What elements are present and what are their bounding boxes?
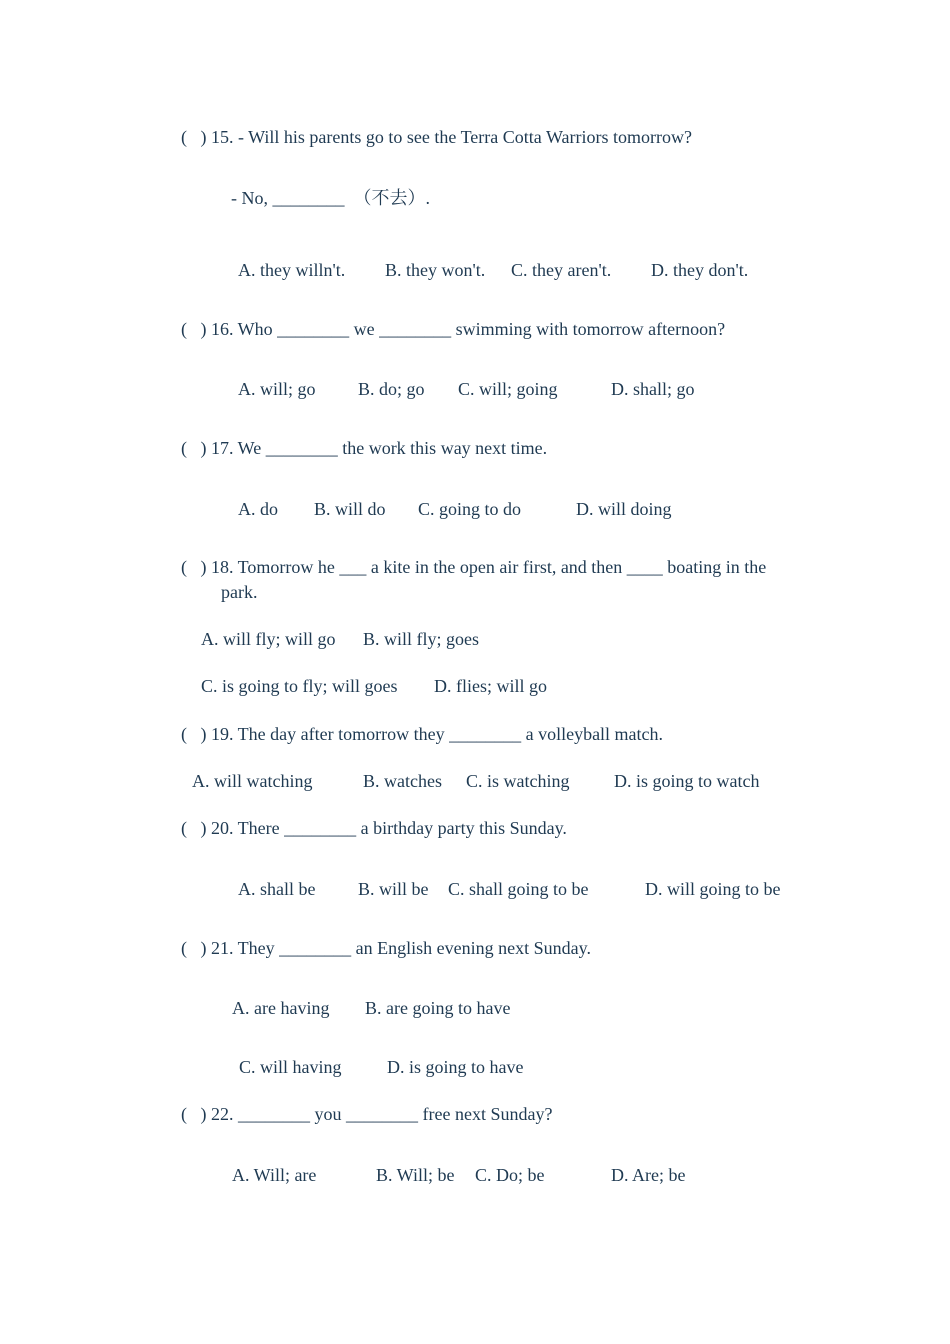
question-19-option-a: A. will watching: [192, 771, 313, 791]
question-20-option-d: D. will going to be: [645, 879, 781, 899]
question-21-option-a: A. are having: [232, 998, 330, 1018]
question-22-option-c: C. Do; be: [475, 1165, 545, 1185]
question-20-option-c: C. shall going to be: [448, 879, 589, 899]
question-19-option-d: D. is going to watch: [614, 771, 760, 791]
question-21-stem: ( ) 21. They ________ an English evening next Sunday.: [181, 938, 591, 958]
question-16-stem: ( ) 16. Who ________ we ________ swimming with tomorrow afternoon?: [181, 319, 726, 339]
question-18-option-b: B. will fly; goes: [363, 629, 479, 649]
question-16-option-d: D. shall; go: [611, 379, 695, 399]
question-22-option-a: A. Will; are: [232, 1165, 317, 1185]
question-18-stem: ( ) 18. Tomorrow he ___ a kite in the open air first, and then ____ boating in the: [181, 557, 767, 577]
question-16-option-b: B. do; go: [358, 379, 425, 399]
question-21-option-c: C. will having: [239, 1057, 342, 1077]
question-19-option-b: B. watches: [363, 771, 442, 791]
question-17-option-b: B. will do: [314, 499, 386, 519]
question-17-option-c: C. going to do: [418, 499, 522, 519]
question-15-answer-prompt: - No, ________ （不去）.: [231, 188, 430, 208]
question-18-stem-continued: park.: [221, 582, 258, 602]
question-20-option-a: A. shall be: [238, 879, 316, 899]
question-20-option-b: B. will be: [358, 879, 429, 899]
question-15-option-b: B. they won't.: [385, 260, 486, 280]
question-17-stem: ( ) 17. We ________ the work this way next time.: [181, 438, 548, 458]
question-18-option-a: A. will fly; will go: [201, 629, 336, 649]
question-21-option-b: B. are going to have: [365, 998, 511, 1018]
question-17-option-d: D. will doing: [576, 499, 672, 519]
question-19-stem: ( ) 19. The day after tomorrow they ________ a volleyball match.: [181, 724, 664, 744]
question-20-stem: ( ) 20. There ________ a birthday party this Sunday.: [181, 818, 567, 838]
question-21-option-d: D. is going to have: [387, 1057, 524, 1077]
question-15-option-a: A. they willn't.: [238, 260, 346, 280]
question-19-option-c: C. is watching: [466, 771, 570, 791]
question-22-stem: ( ) 22. ________ you ________ free next Sunday?: [181, 1104, 553, 1124]
question-22-option-d: D. Are; be: [611, 1165, 686, 1185]
question-15-stem: ( ) 15. - Will his parents go to see the Terra Cotta Warriors tomorrow?: [181, 127, 692, 147]
question-15-option-c: C. they aren't.: [511, 260, 612, 280]
question-16-option-a: A. will; go: [238, 379, 316, 399]
question-18-option-d: D. flies; will go: [434, 676, 547, 696]
question-17-option-a: A. do: [238, 499, 278, 519]
question-16-option-c: C. will; going: [458, 379, 558, 399]
question-22-option-b: B. Will; be: [376, 1165, 455, 1185]
question-18-option-c: C. is going to fly; will goes: [201, 676, 398, 696]
question-15-option-d: D. they don't.: [651, 260, 749, 280]
